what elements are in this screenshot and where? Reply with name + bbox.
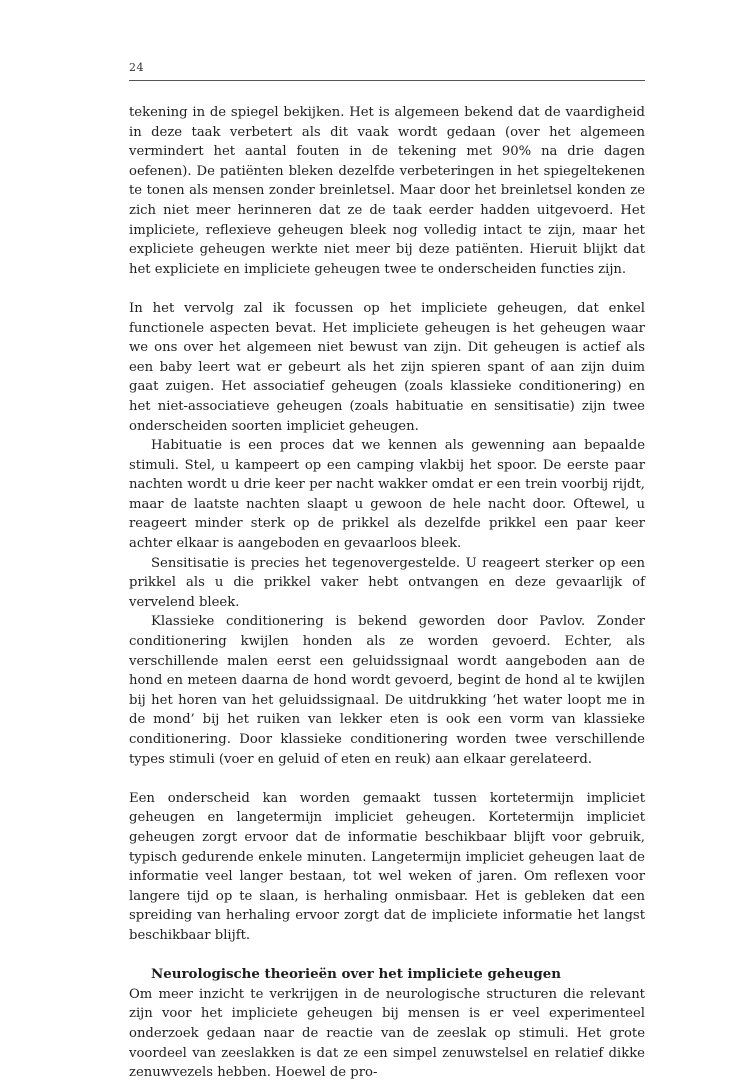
paragraph-short-long-term: Een onderscheid kan worden gemaakt tussen kortetermijn impliciet geheugen en langetermijn impliciet geheugen. Kortetermijn impliciet geheugen zorgt ervoor dat de informatie beschikbaar blijft voor gebruik, typisch gedurende enkele minuten. Langetermijn impliciet geheugen laat de informatie veel langer bestaan, tot wel weken of jaren. Om reflexen voor langere tijd op te slaan, is herhaling onmisbaar. Het is gebleken dat een spreiding van herhaling ervoor zorgt dat de impliciete informatie het langst beschikbaar blijft. [129, 790, 645, 943]
paragraph-sensitisation: Sensitisatie is precies het tegenovergestelde. U reageert sterker op een prikkel als u die prikkel vaker hebt ontvangen en deze gevaarlijk of vervelend bleek. [129, 555, 645, 610]
page-number: 24 [129, 61, 144, 74]
paragraph-sea-slug: Om meer inzicht te verkrijgen in de neurologische structuren die relevant zijn voor het impliciete geheugen bij mensen is er veel experimenteel onderzoek gedaan naar de reactie van de zeeslak op stimuli. Het grote voordeel van zeeslakken is dat ze een simpel zenuwstelsel en relatief dikke zenuwvezels hebben. Hoewel de pro- [129, 986, 645, 1081]
paragraph-gap [129, 769, 645, 789]
header-rule [129, 80, 645, 81]
paragraph-gap [129, 946, 645, 966]
paragraph-classical-conditioning: Klassieke conditionering is bekend geworden door Pavlov. Zonder conditionering kwijlen honden als ze worden gevoerd. Echter, als verschillende malen eerst een geluidssignaal wordt aangeboden aan de hond en meteen daarna de hond wordt gevoerd, begint de hond al te kwijlen bij het horen van het geluidssignaal. De uitdrukking ‘het water loopt me in de mond’ bij het ruiken van lekker eten is ook een vorm van klassieke conditionering. Door klassieke conditionering worden twee verschillende types stimuli (voer en geluid of eten en reuk) aan elkaar gerelateerd. [129, 614, 645, 767]
paragraph-gap [129, 279, 645, 299]
paragraph-mirror-drawing: tekening in de spiegel bekijken. Het is algemeen bekend dat de vaardigheid in deze taak verbetert als dit vaak wordt gedaan (over het algemeen vermindert het aantal fouten in de tekening met 90% na drie dagen oefenen). De patiënten bleken dezelfde verbeteringen in het spiegeltekenen te tonen als mensen zonder breinletsel. Maar door het breinletsel konden ze zich niet meer herinneren dat ze de taak eerder hadden uitgevoerd. Het impliciete, reflexieve geheugen bleek nog volledig intact te zijn, maar het expliciete geheugen werkte niet meer bij deze patiënten. Hieruit blijkt dat het expliciete en impliciete geheugen twee te onderscheiden functies zijn. [129, 105, 645, 277]
paragraph-implicit-memory: In het vervolg zal ik focussen op het impliciete geheugen, dat enkel functionele aspecten bevat. Het impliciete geheugen is het geheugen waar we ons over het algemeen niet bewust van zijn. Dit geheugen is actief als een baby leert wat er gebeurt als het zijn spieren spant of aan zijn duim gaat zuigen. Het associatief geheugen (zoals klassieke conditionering) en het niet-associatieve geheugen (zoals habituatie en sensitisatie) zijn twee onderscheiden soorten impliciet geheugen. [129, 300, 645, 434]
section-heading: Neurologische theorieën over het impliciete geheugen [151, 966, 561, 983]
paragraph-habituation: Habituatie is een proces dat we kennen als gewenning aan bepaalde stimuli. Stel, u kampeert op een camping vlakbij het spoor. De eerste paar nachten wordt u drie keer per nacht wakker omdat er een trein voorbij rijdt, maar de laatste nachten slaapt u gewoon de hele nacht door. Oftewel, u reageert minder sterk op de prikkel als dezelfde prikkel een paar keer achter elkaar is aangeboden en gevaarloos bleek. [129, 438, 645, 552]
body-text [129, 103, 645, 1083]
